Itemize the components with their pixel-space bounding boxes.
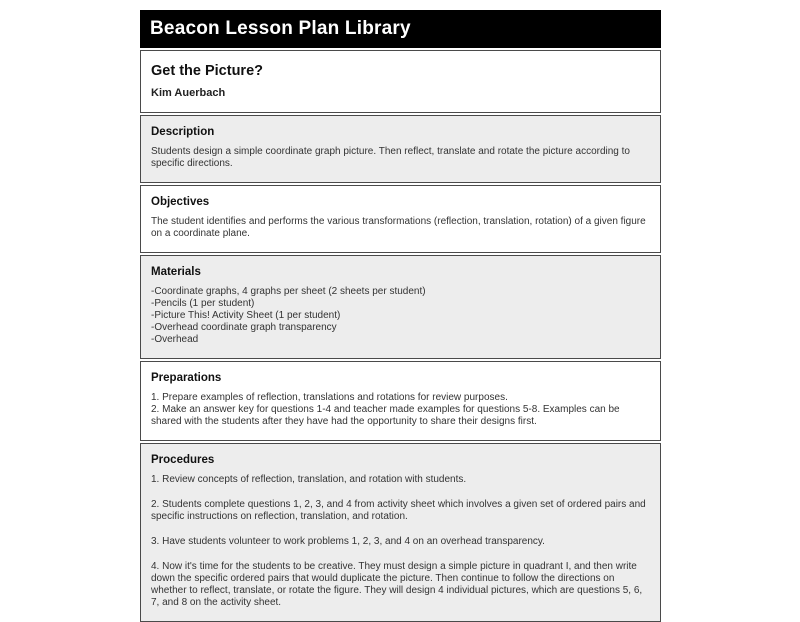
lesson-author: Kim Auerbach <box>151 87 226 99</box>
section-paragraph: 4. Now it's time for the students to be creative. They must design a simple picture in quadrant I, and then write down the specific ordered pairs that would duplicate the picture. Then continue to follow the directions on whether to reflect, translate, or rotate the figure. They will design 4 individual pictures, which are questions 5, 6, 7, and 8 on the activity sheet. <box>151 561 643 608</box>
site-header <box>140 10 661 48</box>
section-paragraph: Students design a simple coordinate graph picture. Then reflect, translate and rotate the picture according to specific directions. <box>151 146 630 169</box>
section-heading: Preparations <box>151 372 222 384</box>
section-heading: Description <box>151 126 215 138</box>
section-paragraph: -Overhead coordinate graph transparency <box>151 322 337 333</box>
lesson-title: Get the Picture? <box>151 63 263 79</box>
section-heading: Procedures <box>151 454 215 466</box>
section-body <box>151 146 650 170</box>
section-paragraph: -Pencils (1 per student) <box>151 298 255 309</box>
section-body <box>151 216 650 240</box>
section-paragraph: 1. Prepare examples of reflection, translations and rotations for review purposes. <box>151 392 508 403</box>
section-paragraph: -Picture This! Activity Sheet (1 per student) <box>151 310 341 321</box>
section-paragraph: -Overhead <box>151 334 199 345</box>
section-body <box>151 286 650 346</box>
section <box>140 443 661 622</box>
section <box>140 361 661 441</box>
section-body <box>151 474 650 609</box>
section-paragraph: 2. Make an answer key for questions 1-4 and teacher made examples for questions 5-8. Examples can be shared with the students after they have had the opportunity to share their designs first. <box>151 404 620 427</box>
section <box>140 255 661 359</box>
lesson-plan-page <box>140 10 661 622</box>
section-paragraph: 2. Students complete questions 1, 2, 3, and 4 from activity sheet which involves a given set of ordered pairs and specific instructions on reflection, translation, and rotation. <box>151 499 646 522</box>
section-paragraph: -Coordinate graphs, 4 graphs per sheet (2 sheets per student) <box>151 286 426 297</box>
section-heading: Objectives <box>151 196 210 208</box>
section-paragraph: 1. Review concepts of reflection, translation, and rotation with students. <box>151 474 467 485</box>
section-heading: Materials <box>151 266 201 278</box>
section-paragraph: 3. Have students volunteer to work problems 1, 2, 3, and 4 on an overhead transparency. <box>151 536 545 547</box>
section-paragraph: The student identifies and performs the various transformations (reflection, translation, rotation) of a given figure on a coordinate plane. <box>151 216 646 239</box>
lesson-title-section <box>140 50 661 113</box>
section-body <box>151 392 650 428</box>
site-title: Beacon Lesson Plan Library <box>150 18 411 39</box>
section <box>140 185 661 253</box>
lesson-sections <box>140 115 661 622</box>
section <box>140 115 661 183</box>
